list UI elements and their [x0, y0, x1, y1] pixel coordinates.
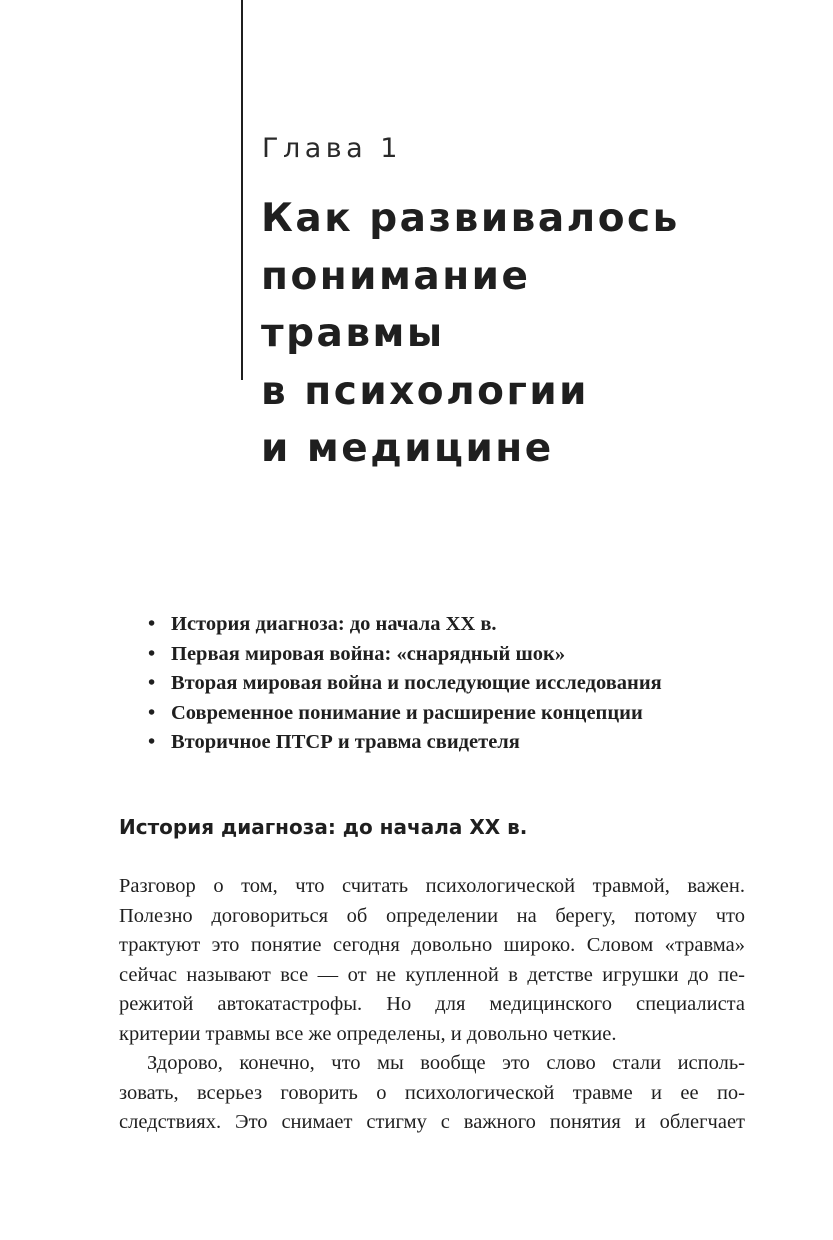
paragraph-line: критерии травмы все же определены, и довольно четкие.	[119, 1022, 617, 1045]
contents-item	[148, 728, 662, 758]
paragraph-line: трактуют это понятие сегодня довольно широко. Словом «травма»	[119, 934, 745, 956]
contents-item	[148, 669, 662, 699]
contents-item	[148, 699, 662, 729]
paragraph-line: зовать, всерьез говорить о психологической травме и ее по-	[119, 1081, 745, 1104]
bullet-icon: •	[148, 613, 156, 635]
chapter-title-line: Как развивалось	[261, 196, 680, 241]
chapter-title-line: травмы	[261, 311, 445, 356]
chapter-title-line: в психологии	[261, 368, 589, 414]
paragraph-line: Полезно договориться об определении на берегу, потому что	[119, 904, 745, 927]
paragraph-line: режитой автокатастрофы. Но для медицинского специалиста	[119, 993, 745, 1015]
contents-item-label: История диагноза: до начала XX в.	[171, 613, 497, 635]
contents-item-label: Современное понимание и расширение концепции	[171, 701, 643, 724]
contents-item	[148, 640, 662, 670]
bullet-icon: •	[148, 701, 156, 724]
paragraph-line: Разговор о том, что считать психологической травмой, важен.	[119, 875, 745, 897]
contents-item	[148, 610, 662, 640]
chapter-title-line: и медицине	[261, 426, 554, 471]
bullet-icon: •	[148, 731, 156, 753]
chapter-title	[261, 190, 821, 478]
chapter-title-line: понимание	[261, 253, 531, 299]
paragraph-line: сейчас называют все — от не купленной в детстве игрушки до пе-	[119, 963, 745, 986]
contents-item-label: Первая мировая война: «снарядный шок»	[171, 642, 566, 665]
section-heading: История диагноза: до начала XX в.	[119, 815, 528, 839]
bullet-icon: •	[148, 672, 156, 694]
paragraph-line: следствиях. Это снимает стигму с важного понятия и облегчает	[119, 1111, 745, 1133]
paragraph-line: Здорово, конечно, что мы вообще это слово стали исполь-	[147, 1052, 745, 1074]
chapter-contents-list	[148, 610, 662, 758]
chapter-label: Глава 1	[262, 133, 402, 164]
vertical-rule	[241, 0, 243, 380]
body-text	[119, 872, 745, 1138]
bullet-icon: •	[148, 642, 156, 665]
contents-item-label: Вторичное ПТСР и травма свидетеля	[171, 731, 520, 753]
contents-item-label: Вторая мировая война и последующие исследования	[171, 672, 662, 694]
